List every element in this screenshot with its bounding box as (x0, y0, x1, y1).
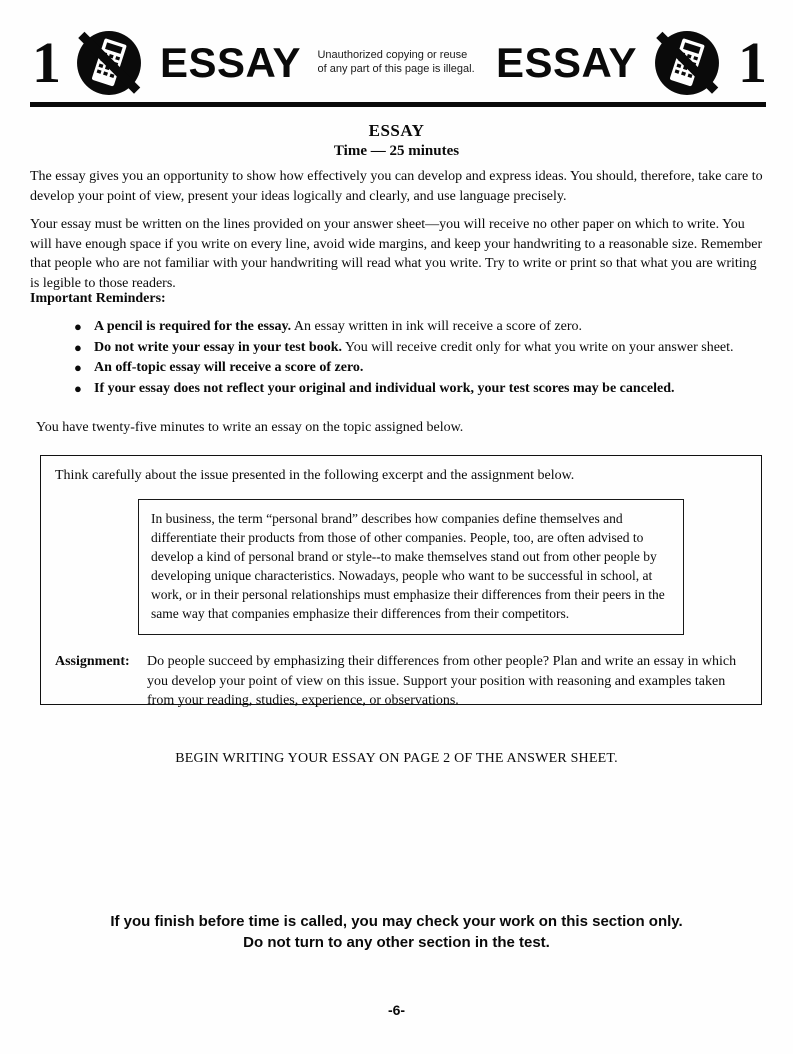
assignment-label: Assignment: (55, 654, 130, 669)
assignment-row (55, 652, 749, 711)
footer-warning-line-1: If you finish before time is called, you may check your work on this section only. (110, 913, 683, 930)
reminder-rest: You will receive credit only for what you write on your answer sheet. (342, 339, 734, 355)
footer-warning (0, 911, 793, 953)
page-number: -6- (387, 1002, 406, 1018)
bullet-icon: ● (74, 339, 82, 355)
list-item (74, 338, 764, 358)
begin-writing-instruction: BEGIN WRITING YOUR ESSAY ON PAGE 2 OF THE ANSWER SHEET. (175, 751, 618, 766)
section-title-right: ESSAY (495, 39, 637, 86)
header-divider (30, 102, 766, 107)
no-calculator-icon (653, 29, 721, 97)
reminder-bold: Do not write your essay in your test book. (94, 339, 342, 355)
copyright-notice: Unauthorized copying or reuse of any part of this page is illegal. (317, 49, 475, 75)
no-calculator-icon (75, 29, 143, 97)
section-title-left: ESSAY (159, 39, 301, 86)
time-limit: Time — 25 minutes (333, 143, 460, 159)
section-title-block (0, 121, 793, 160)
essay-prompt-box (40, 455, 762, 708)
list-item (74, 358, 764, 378)
page-header (32, 26, 765, 100)
reminder-bold: If your essay does not reflect your original and individual work, your test scores may be canceled. (94, 380, 675, 396)
assignment-text: Do people succeed by emphasizing their differences from other people? Plan and write an essay in which you develop your point of view on this issue. Support your position with reasoning and examples taken from your reading, studies, experience, or observations. (147, 654, 737, 708)
bullet-icon: ● (74, 380, 82, 396)
excerpt-box: In business, the term “personal brand” describes how companies define themselves and differentiate their products from those of other companies. People, too, are often advised to develop a kind of personal brand or style--to make themselves stand out from other people by developing unique characteristics. Nowadays, people who want to be successful in school, at work, or in their personal relationships must emphasize their differences from their peers in the same way that companies emphasize their differences from their competitors. (138, 499, 684, 635)
intro-paragraph-2: Your essay must be written on the lines provided on your answer sheet—you will receive no other paper on which to write. You will have enough space if you write on every line, avoid wide margins, and keep your handwriting to a reasonable size. Remember that people who are not familiar with your handwriting will read what you write. Try to write or print so that what you are writing is legible to those readers. (30, 217, 763, 291)
footer-warning-line-2: Do not turn to any other section in the test. (243, 934, 550, 951)
list-item (74, 317, 764, 337)
list-item (74, 379, 764, 399)
prompt-instruction: Think carefully about the issue presented in the following excerpt and the assignment below. (55, 468, 575, 483)
reminders-list (74, 317, 764, 399)
section-number-left: 1 (32, 30, 59, 95)
time-note: You have twenty-five minutes to write an essay on the topic assigned below. (36, 420, 464, 435)
essay-heading: ESSAY (368, 121, 425, 140)
bullet-icon: ● (74, 319, 82, 334)
bullet-icon: ● (74, 360, 82, 375)
reminders-heading: Important Reminders: (30, 291, 166, 306)
reminder-bold: An off-topic essay will receive a score of zero. (94, 360, 364, 375)
section-number-right: 1 (737, 30, 765, 95)
intro-paragraph-1: The essay gives you an opportunity to show how effectively you can develop and express ideas. You should, therefore, take care to develop your point of view, present your ideas logically and clearly, and use language precisely. (30, 169, 763, 204)
reminder-rest: An essay written in ink will receive a score of zero. (291, 319, 582, 334)
reminder-bold: A pencil is required for the essay. (94, 319, 292, 334)
